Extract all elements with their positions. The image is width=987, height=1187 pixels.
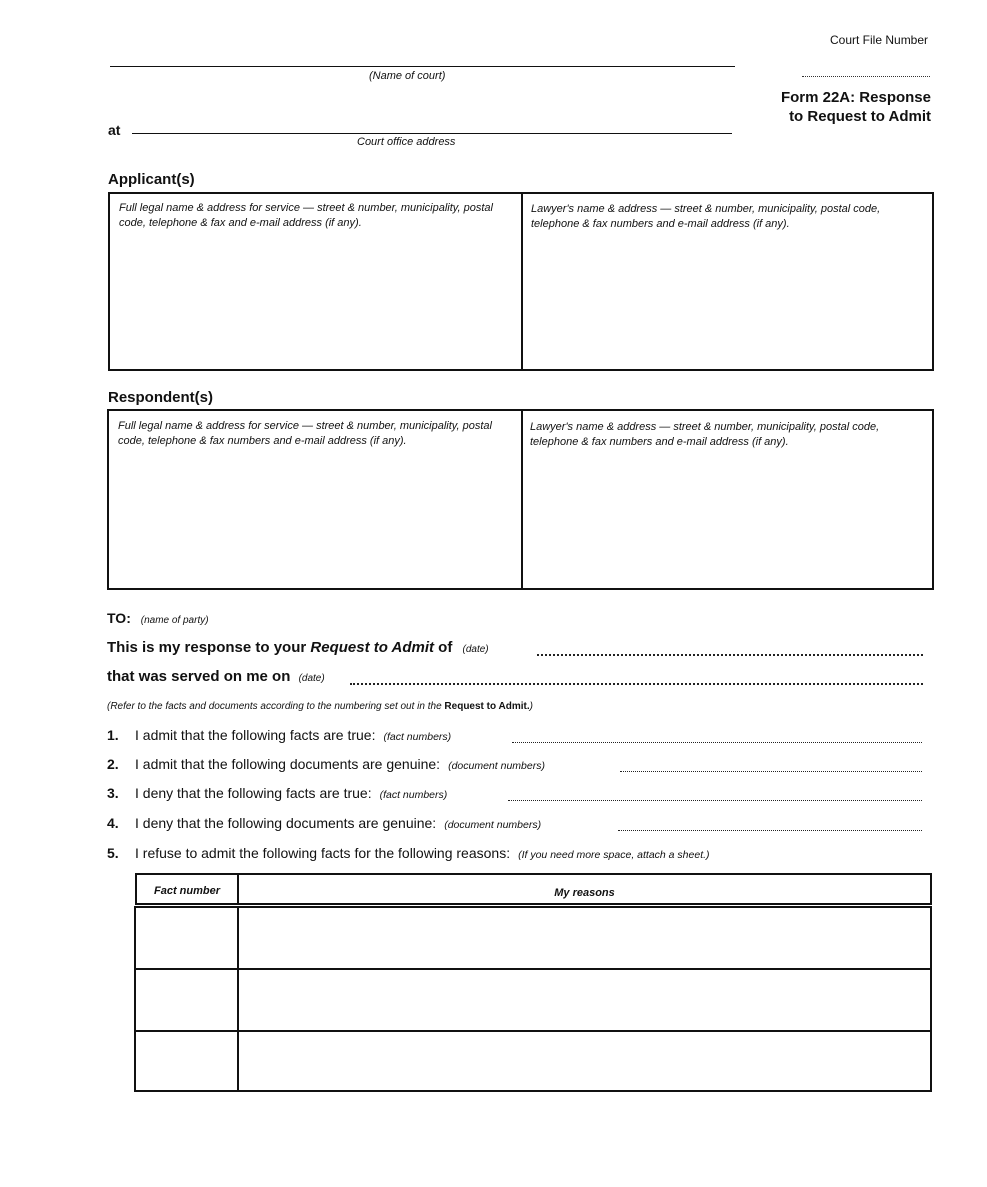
refer-suffix: )	[529, 701, 533, 712]
name-of-court-label: (Name of court)	[369, 70, 446, 82]
served-text: that was served on me on	[107, 668, 291, 685]
name-of-court-field[interactable]	[110, 66, 735, 67]
respondent-details-field[interactable]: Full legal name & address for service — street & number, municipality, postal code, telephone & fax numbers and e-mail address (if any).	[118, 420, 492, 447]
respondents-divider	[521, 411, 523, 588]
item-2-number: 2.	[107, 756, 119, 772]
item-3-hint: (fact numbers)	[379, 789, 448, 801]
reasons-cell-2[interactable]	[239, 970, 930, 1030]
fact-number-cell-3[interactable]	[136, 1032, 236, 1090]
applicants-heading: Applicant(s)	[108, 171, 195, 188]
item-3-field[interactable]	[508, 800, 922, 801]
item-2-field[interactable]	[620, 771, 922, 772]
item-4-text	[135, 815, 541, 831]
form-title-line2: to Request to Admit	[789, 108, 931, 125]
fact-number-header: Fact number	[153, 885, 220, 897]
court-file-number-field[interactable]	[802, 76, 930, 77]
reasons-cell-3[interactable]	[239, 1032, 930, 1090]
item-2-label: I admit that the following documents are genuine:	[135, 756, 441, 772]
item-2-text	[135, 756, 545, 772]
fact-number-cell-2[interactable]	[136, 970, 236, 1030]
response-of: of	[434, 639, 453, 656]
item-4-number: 4.	[107, 815, 119, 831]
served-date-hint: (date)	[298, 673, 325, 684]
response-doc: Request to Admit	[310, 639, 435, 656]
item-5-number: 5.	[107, 845, 119, 861]
court-file-number-label: Court File Number	[830, 33, 929, 47]
applicants-divider	[521, 194, 523, 369]
court-office-address-label: Court office address	[357, 136, 456, 148]
item-4-field[interactable]	[618, 830, 922, 831]
item-1-number: 1.	[107, 727, 119, 743]
respondents-box	[107, 409, 934, 590]
item-3-label: I deny that the following facts are true:	[135, 785, 372, 801]
item-3-text	[135, 785, 447, 801]
item-3-number: 3.	[107, 785, 119, 801]
item-4-hint: (document numbers)	[444, 819, 542, 831]
applicant-details-field[interactable]: Full legal name & address for service — street & number, municipality, postal code, telephone & fax and e-mail address (if any).	[119, 202, 493, 229]
item-1-field[interactable]	[512, 742, 922, 743]
to-label: TO:	[107, 610, 131, 626]
item-4-label: I deny that the following documents are genuine:	[135, 815, 437, 831]
refer-prefix: (Refer to the facts and documents according to the numbering set out in the	[107, 701, 445, 712]
refer-note	[107, 701, 533, 712]
refer-doc: Request to Admit.	[444, 701, 530, 712]
item-2-hint: (document numbers)	[448, 760, 545, 772]
to-line	[107, 610, 209, 626]
item-1-text	[135, 727, 451, 743]
reasons-table-header	[135, 873, 932, 905]
response-date-hint: (date)	[462, 644, 489, 655]
form-title-line1: Form 22A: Response	[780, 89, 931, 106]
request-date-field[interactable]	[537, 654, 923, 656]
response-prefix: This is my response to your	[107, 639, 311, 656]
fact-number-cell-1[interactable]	[136, 908, 236, 968]
applicants-box	[108, 192, 934, 371]
my-reasons-header: My reasons	[554, 887, 615, 899]
reasons-cell-1[interactable]	[239, 908, 930, 968]
to-hint: (name of party)	[140, 615, 209, 626]
item-1-label: I admit that the following facts are true:	[135, 727, 376, 743]
respondents-heading: Respondent(s)	[108, 389, 213, 406]
at-label: at	[108, 122, 121, 138]
response-line	[107, 639, 489, 656]
item-5-hint: (If you need more space, attach a sheet.)	[518, 849, 710, 861]
respondent-lawyer-field[interactable]: Lawyer's name & address — street & number, municipality, postal code, telephone & fax numbers and e-mail address (if any).	[530, 421, 880, 448]
applicant-lawyer-field[interactable]: Lawyer's name & address — street & number, municipality, postal code, telephone & fax numbers and e-mail address (if any).	[531, 203, 881, 230]
served-line	[107, 668, 325, 685]
item-5-text	[135, 845, 710, 861]
item-1-hint: (fact numbers)	[383, 731, 452, 743]
reasons-table-body	[134, 906, 932, 1092]
served-date-field[interactable]	[350, 683, 923, 685]
item-5-label: I refuse to admit the following facts for the following reasons:	[135, 845, 511, 861]
court-office-address-field[interactable]	[132, 133, 732, 134]
